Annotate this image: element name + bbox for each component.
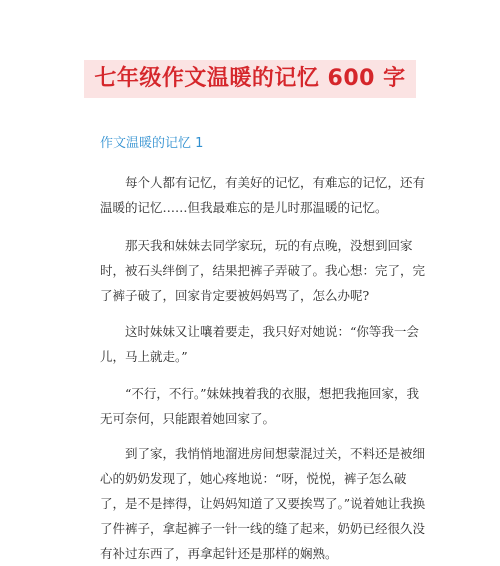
section-title: 作文温暖的记忆 1 — [100, 136, 204, 151]
paragraph-5: 到了家，我悄悄地溜进房间想蒙混过关，不料还是被细心的奶奶发现了，她心疼地说：“呀，悦悦，裤子怎么破了，是不是摔得，让妈妈知道了又要挨骂了。”说着她让我换了件裤子，拿起裤子一针一线的缝了起来，奶奶已经很久没有补过东西了，再拿起针还是那样的娴熟。 — [100, 446, 426, 561]
paragraph-3: 这时妹妹又让嚷着要走，我只好对她说：“你等我一会儿，马上就走。” — [100, 324, 419, 364]
paragraph-2: 那天我和妹妹去同学家玩，玩的有点晚，没想到回家时，被石头绊倒了，结果把裤子弄破了。我心想：完了，完了裤子破了，回家肯定要被妈妈骂了，怎么办呢? — [100, 238, 426, 303]
paragraph-4: “不行，不行。”妹妹拽着我的衣服，想把我拖回家，我无可奈何，只能跟着她回家了。 — [100, 386, 420, 426]
title-container — [0, 60, 500, 98]
article-title: 七年级作文温暖的记忆 600 字 — [84, 60, 415, 98]
paragraph-1: 每个人都有记忆，有美好的记忆，有难忘的记忆，还有温暖的记忆……但我最难忘的是儿时那温暖的记忆。 — [100, 175, 426, 215]
